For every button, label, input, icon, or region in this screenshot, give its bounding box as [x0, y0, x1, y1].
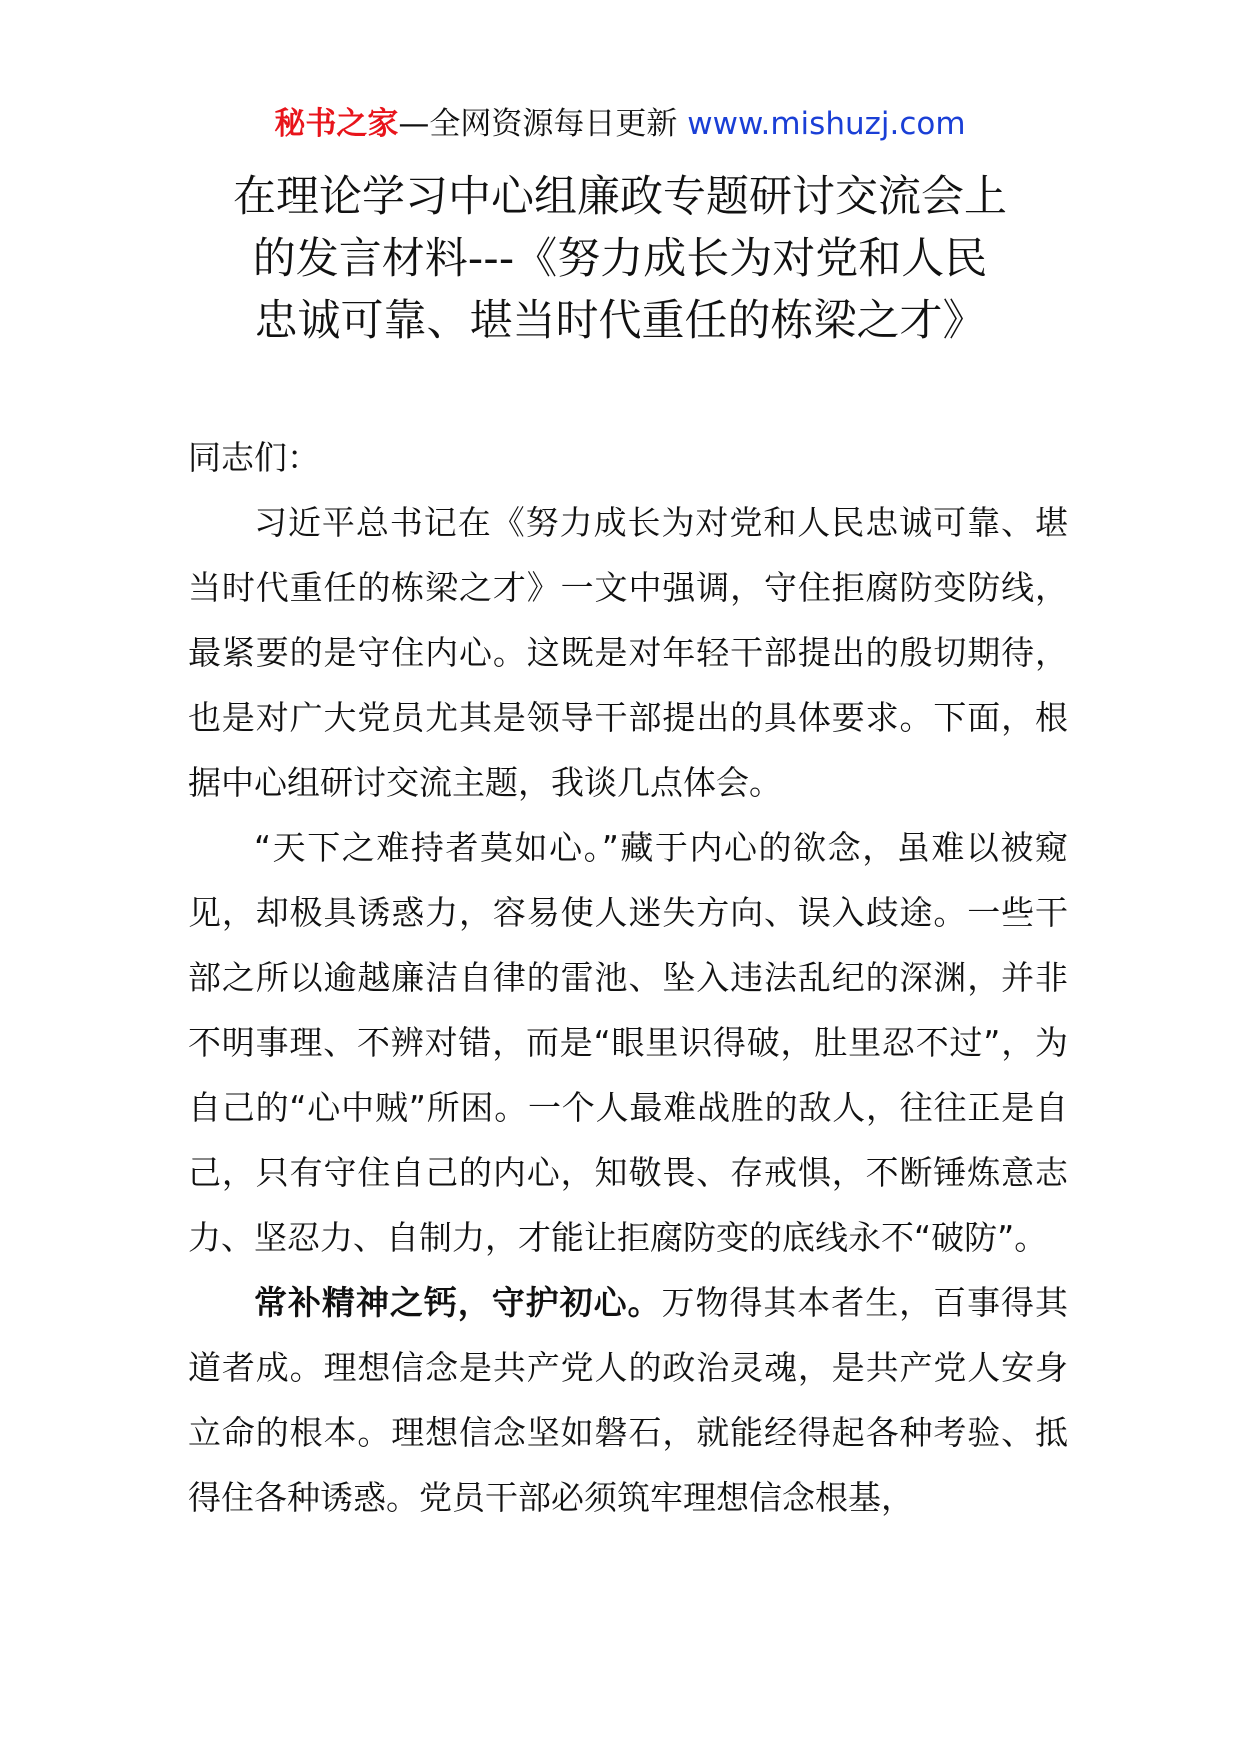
salutation: 同志们： — [188, 438, 320, 477]
paragraph-2: “天下之难持者莫如心。”藏于内心的欲念，虽难以被窥见，却极具诱惑力，容易使人迷失方向、误入歧途。一些干部之所以逾越廉洁自律的雷池、坠入违法乱纪的深渊，并非不明事理、不辨对错，而是“眼里识得破，肚里忍不过”，为自己的“心中贼”所困。一个人最难战胜的敌人，往往正是自己，只有守住自己的内心，知敬畏、存戒惧，不断锤炼意志力、坚忍力、自制力，才能让拒腐防变的底线永不“破防”。 — [188, 828, 1068, 1257]
site-url[interactable]: www.mishuzj.com — [687, 106, 966, 142]
title-line-2: 的发言材料---《努力成长为对党和人民 — [252, 234, 988, 284]
document-body — [188, 425, 1068, 1530]
header-tagline: —全网资源每日更新 — [398, 106, 688, 142]
section-heading: 常补精神之钙，守护初心。 — [254, 1283, 662, 1322]
paragraph-1: 习近平总书记在《努力成长为对党和人民忠诚可靠、堪当时代重任的栋梁之才》一文中强调，守住拒腐防变防线，最紧要的是守住内心。这既是对年轻干部提出的殷切期待，也是对广大党员尤其是领导干部提出的具体要求。下面，根据中心组研讨交流主题，我谈几点体会。 — [188, 503, 1068, 802]
section-text: 万物得其本者生，百事得其道者成。理想信念是共产党人的政治灵魂，是共产党人安身立命的根本。理想信念坚如磐石，就能经得起各种考验、抵得住各种诱惑。党员干部必须筑牢理想信念根基， — [188, 1283, 1069, 1517]
title-line-3: 忠诚可靠、堪当时代重任的栋梁之才》 — [254, 296, 986, 346]
section-paragraph — [188, 1270, 1068, 1530]
title-line-1: 在理论学习中心组廉政专题研讨交流会上 — [233, 172, 1007, 222]
document-title — [150, 166, 1090, 352]
brand-name: 秘书之家 — [274, 106, 399, 142]
watermark-header — [0, 102, 1240, 146]
